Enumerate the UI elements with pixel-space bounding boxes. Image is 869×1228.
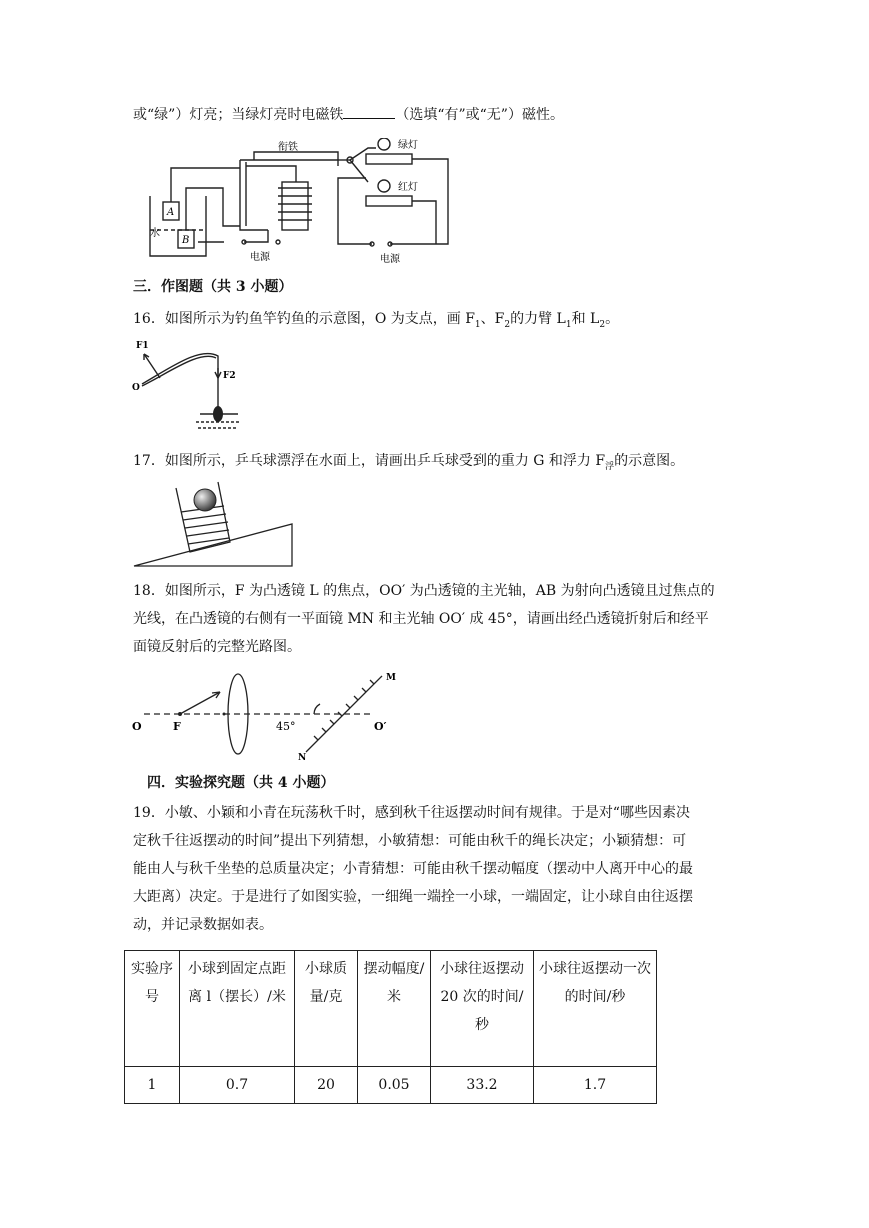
table-header-cell: 小球到固定点距离 l（摆长）/米	[180, 951, 295, 1067]
table-cell: 0.7	[180, 1067, 295, 1104]
q15-text-part1: 或“绿”）灯亮；当绿灯亮时电磁铁	[133, 107, 344, 123]
q19-line2: 定秋千往返摆动的时间”提出下列猜想，小敏猜想：可能由秋千的绳长决定；小颖猜想：可	[133, 833, 687, 849]
q16-sub1: 1	[474, 319, 481, 330]
fig18-m-label: M	[386, 673, 396, 683]
q15-text-part2: （选填“有”或“无”）磁性。	[395, 107, 564, 123]
q16-text-b: 、F	[480, 311, 505, 327]
fig15-water-label: 水	[150, 228, 160, 239]
fig15-b-label: B	[182, 235, 190, 246]
q17-text	[133, 450, 684, 478]
q17-sub: 浮	[605, 461, 615, 472]
table-header-cell: 小球往返摆动一次的时间/秒	[534, 951, 657, 1067]
q19-line5: 动，并记录数据如表。	[133, 917, 273, 933]
q18-line1: 18．如图所示，F 为凸透镜 L 的焦点，OO′ 为凸透镜的主光轴，AB 为射向凸透镜且过焦点的	[133, 583, 715, 599]
q15-text	[133, 104, 564, 126]
table-cell: 0.05	[358, 1067, 431, 1104]
table-header-cell: 小球往返摆动 20 次的时间/秒	[431, 951, 534, 1067]
q16-sub3: 1	[565, 319, 572, 330]
q17-text-a: 17．如图所示，乒乓球漂浮在水面上，请画出乒乓球受到的重力 G 和浮力 F	[133, 453, 606, 469]
table-header-cell: 摆动幅度/米	[358, 951, 431, 1067]
q16-text-e: 。	[605, 311, 620, 327]
fig18-f-label: F	[173, 720, 181, 733]
q17-text-b: 的示意图。	[614, 453, 685, 469]
q16-sub2: 2	[504, 319, 511, 330]
table-header-row	[125, 951, 657, 1067]
fig15-a-label: A	[167, 207, 175, 218]
fig18-angle-label: 45°	[276, 720, 296, 733]
table-header-cell: 实验序号	[125, 951, 180, 1067]
lens-mirror-figure	[130, 668, 405, 763]
relay-circuit-figure	[128, 138, 458, 268]
q15-answer-blank	[343, 104, 395, 119]
section4-title: 四．实验探究题（共 4 小题）	[147, 775, 335, 791]
q16-text-c: 的力臂 L	[510, 311, 566, 327]
fig18-o-label: O	[132, 720, 142, 733]
floating-ball-figure	[130, 478, 295, 570]
fishing-rod-figure	[130, 338, 260, 438]
q18-line2: 光线，在凸透镜的右侧有一平面镜 MN 和主光轴 OO′ 成 45°，请画出经凸透镜折射后和经平	[133, 611, 709, 627]
fig16-o-label: O	[132, 383, 140, 393]
q18-line3: 面镜反射后的完整光路图。	[133, 639, 301, 655]
table-cell: 1	[125, 1067, 180, 1104]
q16-text-a: 16．如图所示为钓鱼竿钓鱼的示意图，O 为支点，画 F	[133, 311, 475, 327]
q16-text	[133, 308, 619, 336]
q19-line4: 大距离）决定。于是进行了如图实验，一细绳一端拴一小球，一端固定，让小球自由往返摆	[133, 889, 693, 905]
fig18-n-label: N	[298, 753, 307, 763]
fig15-armature-label: 衔铁	[278, 142, 298, 153]
table-cell: 1.7	[534, 1067, 657, 1104]
fig16-f1-label: F1	[136, 341, 149, 351]
fig18-o-prime-label: O′	[374, 720, 387, 733]
fig15-green-lamp-label: 绿灯	[398, 140, 418, 151]
table-cell: 33.2	[431, 1067, 534, 1104]
fig16-f2-label: F2	[223, 371, 236, 381]
q19-line1: 19．小敏、小颖和小青在玩荡秋千时，感到秋千往返摆动时间有规律。于是对“哪些因素决	[133, 805, 690, 821]
section3-title: 三．作图题（共 3 小题）	[133, 279, 293, 295]
q16-sub4: 2	[599, 319, 606, 330]
fig15-power1-label: 电源	[250, 252, 270, 263]
q19-line3: 能由人与秋千坐垫的总质量决定；小青猜想：可能由秋千摆动幅度（摆动中人离开中心的最	[133, 861, 693, 877]
q16-text-d: 和 L	[571, 311, 600, 327]
table-header-cell: 小球质量/克	[295, 951, 358, 1067]
fig15-red-lamp-label: 红灯	[398, 182, 418, 193]
fig15-power2-label: 电源	[380, 254, 400, 265]
table-cell: 20	[295, 1067, 358, 1104]
table-row	[125, 1067, 657, 1104]
pendulum-data-table	[124, 950, 657, 1104]
